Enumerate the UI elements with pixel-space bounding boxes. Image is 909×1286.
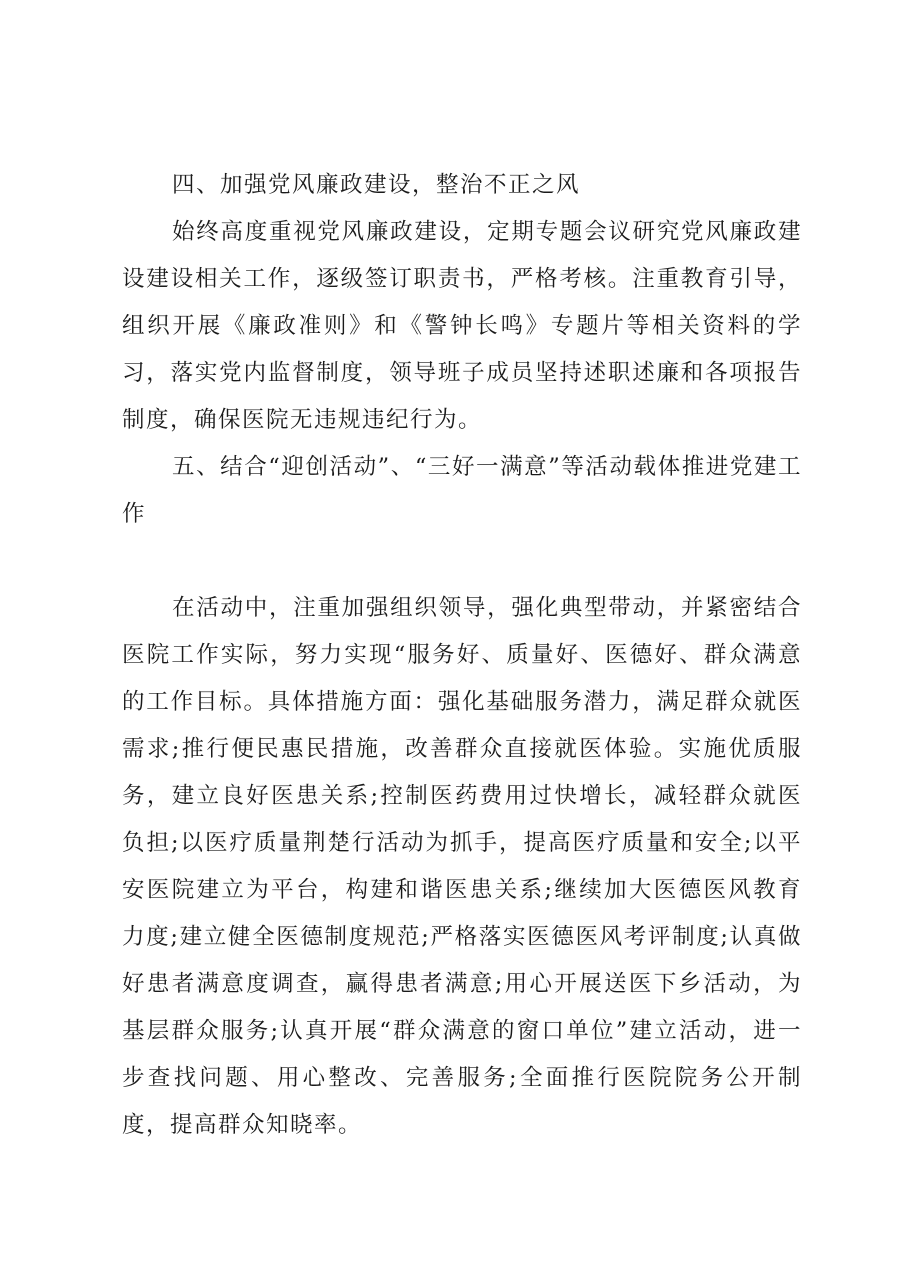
section-4-paragraph: 始终高度重视党风廉政建设，定期专题会议研究党风廉政建设建设相关工作，逐级签订职责书，严格考核。注重教育引导，组织开展《廉政准则》和《警钟长鸣》专题片等相关资料的学习，落实党内监督制度，领导班子成员坚持述职述廉和各项报告制度，确保医院无违规违纪行为。 [122,219,802,433]
section-4-heading: 四、加强党风廉政建设，整治不正之风 [172,172,581,198]
section-5-heading: 五、结合“迎创活动”、“三好一满意”等活动载体推进党建工作 [122,454,802,527]
section-5-paragraph: 在活动中，注重加强组织领导，强化典型带动，并紧密结合医院工作实际，努力实现“服务好、质量好、医德好、群众满意的工作目标。具体措施方面：强化基础服务潜力，满足群众就医需求;推行便民惠民措施，改善群众直接就医体验。实施优质服务，建立良好医患关系;控制医药费用过快增长，减轻群众就医负担;以医疗质量荆楚行活动为抓手，提高医疗质量和安全;以平安医院建立为平台，构建和谐医患关系;继续加大医德医风教育力度;建立健全医德制度规范;严格落实医德医风考评制度;认真做好患者满意度调查，赢得患者满意;用心开展送医下乡活动，为基层群众服务;认真开展“群众满意的窗口单位”建立活动，进一步查找问题、用心整改、完善服务;全面推行医院院务公开制度，提高群众知晓率。 [122,595,802,1138]
